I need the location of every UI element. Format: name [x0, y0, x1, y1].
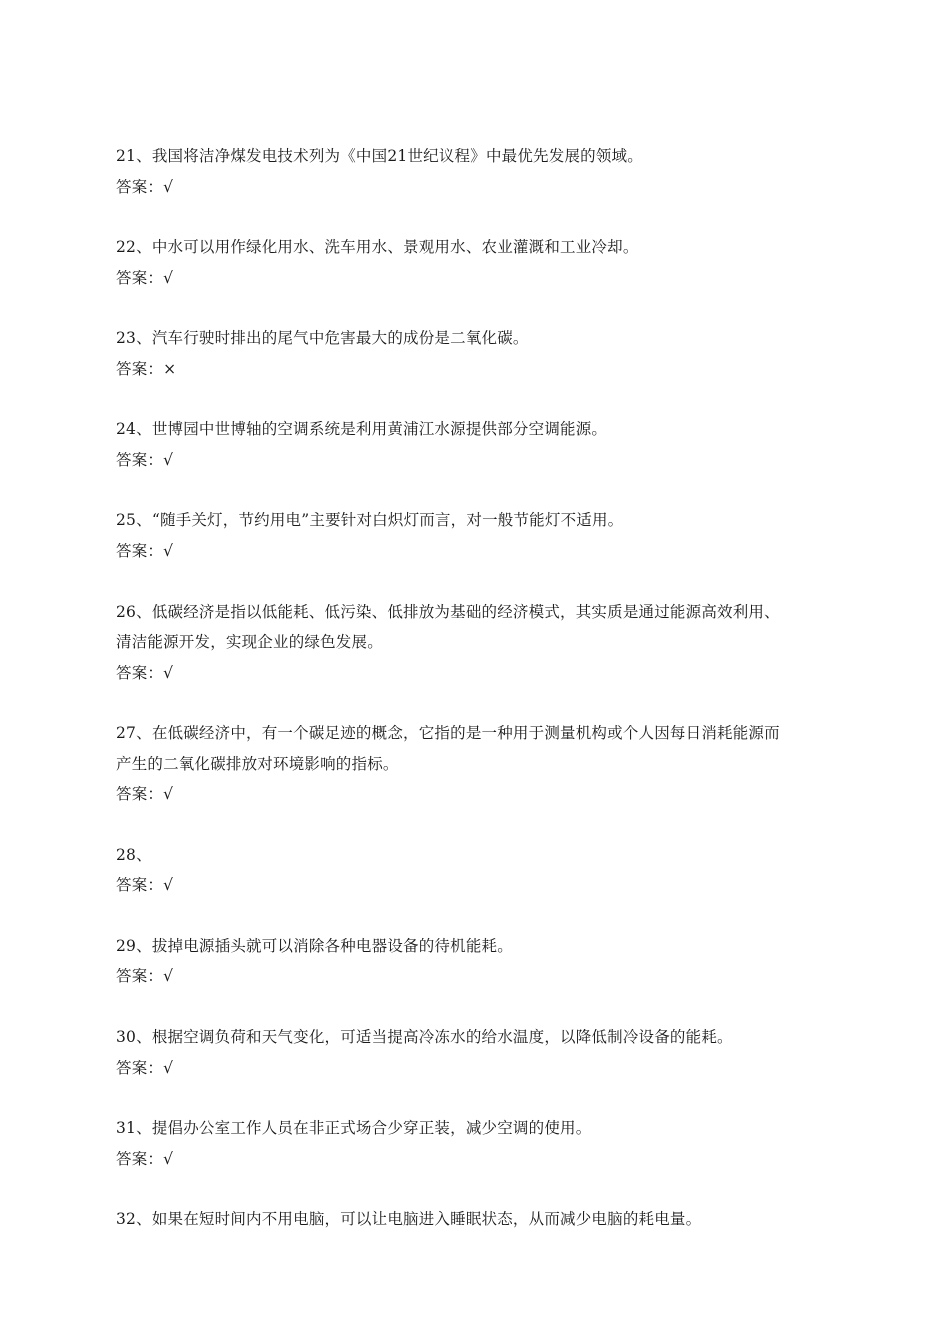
question-27-text: 27、在低碳经济中，有一个碳足迹的概念，它指的是一种用于测量机构或个人因每日消耗能源而	[116, 724, 780, 742]
question-22-answer: 答案：√	[116, 269, 174, 287]
question-24-answer: 答案：√	[116, 451, 174, 469]
question-27-text-continued: 产生的二氧化碳排放对环境影响的指标。	[116, 755, 399, 773]
question-23-answer: 答案：×	[116, 360, 177, 378]
question-21-answer: 答案：√	[116, 178, 174, 196]
question-31-answer: 答案：√	[116, 1150, 174, 1168]
question-32-text: 32、如果在短时间内不用电脑，可以让电脑进入睡眠状态，从而减少电脑的耗电量。	[116, 1210, 702, 1228]
question-31-text: 31、提倡办公室工作人员在非正式场合少穿正装，减少空调的使用。	[116, 1119, 592, 1137]
question-27-answer: 答案：√	[116, 785, 174, 803]
question-28-answer: 答案：√	[116, 876, 174, 894]
question-28-text: 28、	[116, 846, 152, 864]
question-30-text: 30、根据空调负荷和天气变化，可适当提高冷冻水的给水温度，以降低制冷设备的能耗。	[116, 1028, 733, 1046]
question-29-text: 29、拔掉电源插头就可以消除各种电器设备的待机能耗。	[116, 937, 513, 955]
question-26-answer: 答案：√	[116, 664, 174, 682]
question-23-text: 23、汽车行驶时排出的尾气中危害最大的成份是二氧化碳。	[116, 329, 529, 347]
question-26-text-continued: 清洁能源开发，实现企业的绿色发展。	[116, 633, 383, 651]
question-30-answer: 答案：√	[116, 1059, 174, 1077]
question-25-text: 25、“随手关灯，节约用电”主要针对白炽灯而言，对一般节能灯不适用。	[116, 511, 624, 529]
question-22-text: 22、中水可以用作绿化用水、洗车用水、景观用水、农业灌溉和工业冷却。	[116, 238, 639, 256]
question-21-text: 21、我国将洁净煤发电技术列为《中国21世纪议程》中最优先发展的领域。	[116, 147, 643, 165]
question-26-text: 26、低碳经济是指以低能耗、低污染、低排放为基础的经济模式，其实质是通过能源高效利用、	[116, 603, 780, 621]
question-25-answer: 答案：√	[116, 542, 174, 560]
question-29-answer: 答案：√	[116, 967, 174, 985]
question-24-text: 24、世博园中世博轴的空调系统是利用黄浦江水源提供部分空调能源。	[116, 420, 608, 438]
